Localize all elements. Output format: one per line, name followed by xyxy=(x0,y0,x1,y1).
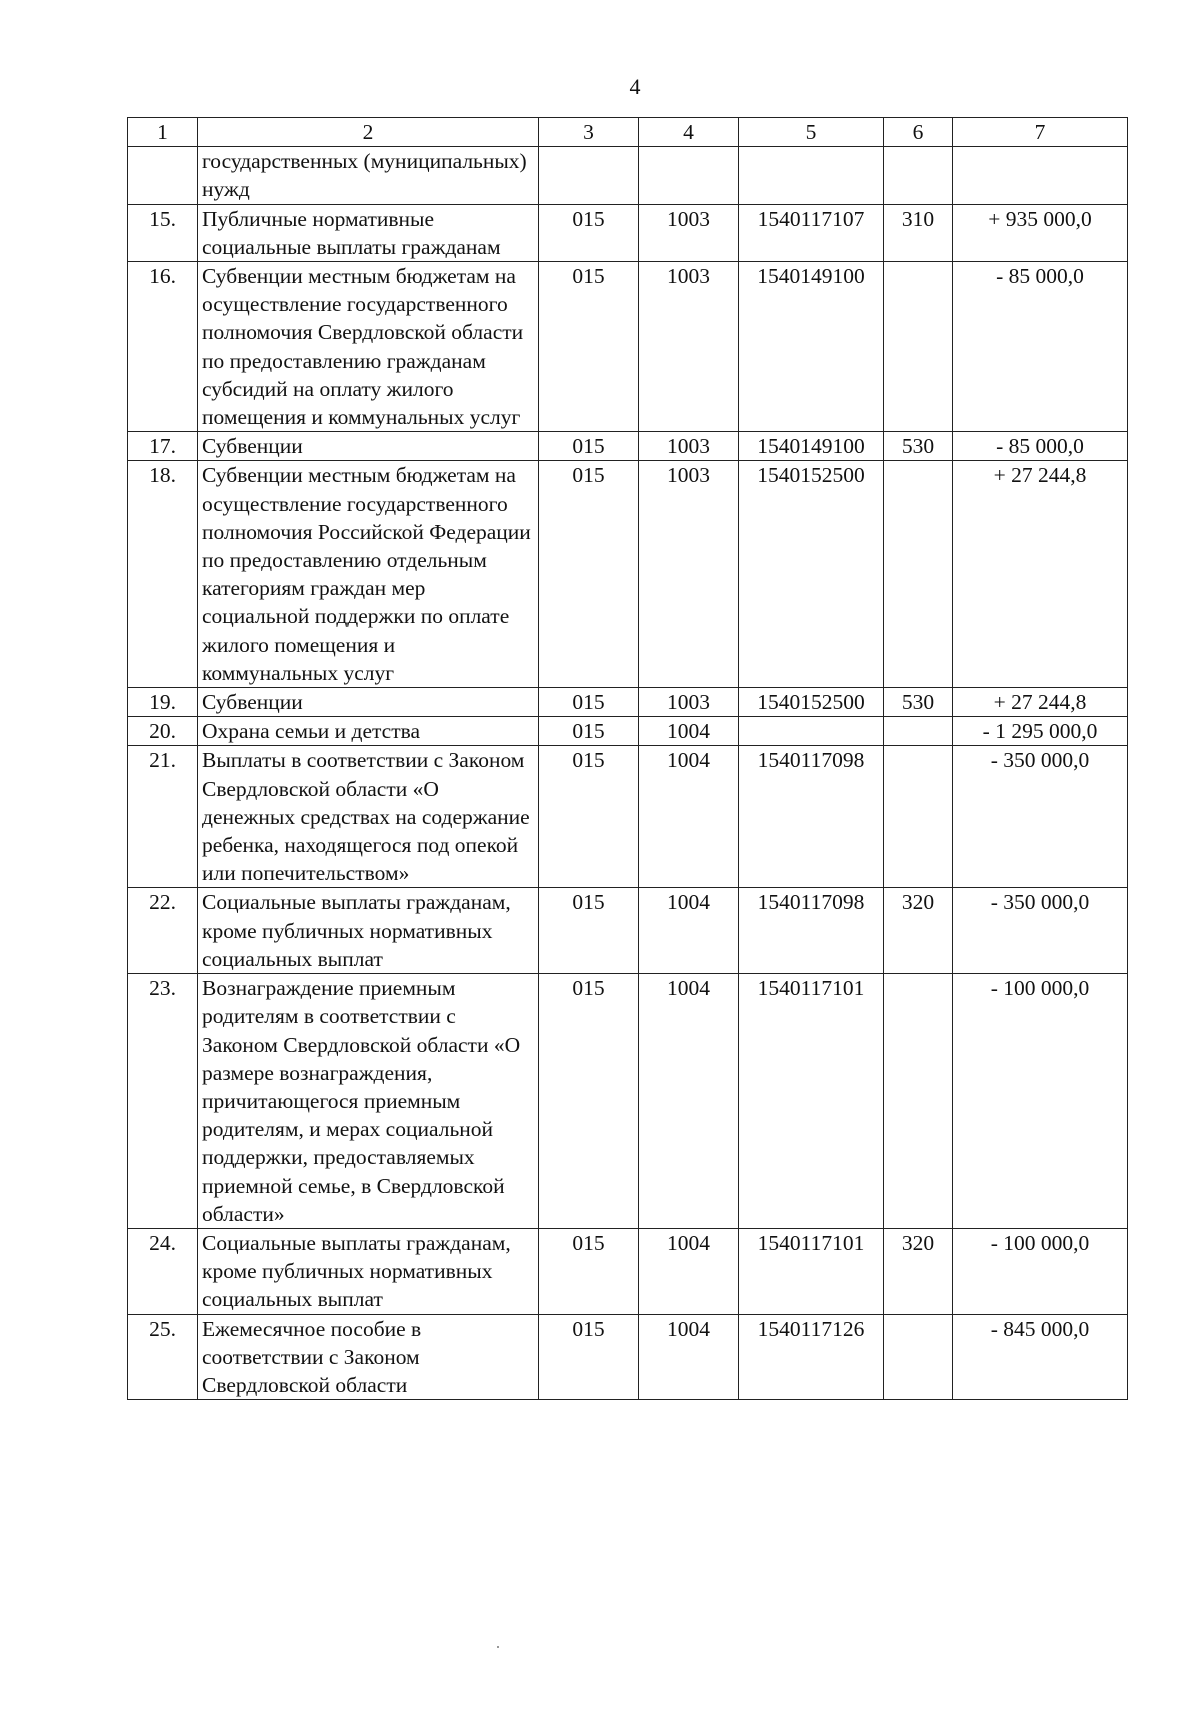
budget-table xyxy=(127,117,1128,1400)
row-number xyxy=(128,147,198,204)
amount-value: - 350 000,0 xyxy=(953,888,1128,974)
page-number: 4 xyxy=(629,74,641,99)
column-4-value: 1003 xyxy=(639,688,739,717)
row-number: 20. xyxy=(128,717,198,746)
amount-value: - 350 000,0 xyxy=(953,746,1128,888)
amount-value: - 85 000,0 xyxy=(953,262,1128,432)
column-4-value: 1004 xyxy=(639,974,739,1229)
column-3-value: 015 xyxy=(539,262,639,432)
column-6-value: 530 xyxy=(884,688,953,717)
table-row xyxy=(128,147,1128,204)
column-6-value: 530 xyxy=(884,432,953,461)
row-name: Субвенции местным бюджетам на осуществление государственного полномочия Свердловской области по предоставлению гражданам субсидий на оплату жилого помещения и коммунальных услуг xyxy=(198,262,539,432)
column-header: 7 xyxy=(953,118,1128,147)
row-name: Вознаграждение приемным родителям в соответствии с Законом Свердловской области «О размере вознаграждения, причитающегося приемным родителям, и мерах социальной поддержки, предоставляемых приемной семье, в Свердловской области» xyxy=(198,974,539,1229)
amount-value: - 100 000,0 xyxy=(953,1228,1128,1314)
amount-value: - 845 000,0 xyxy=(953,1314,1128,1400)
column-5-value: 1540152500 xyxy=(739,688,884,717)
column-6-value xyxy=(884,1314,953,1400)
column-4-value: 1003 xyxy=(639,432,739,461)
scan-speck xyxy=(497,1646,499,1648)
column-5-value: 1540117098 xyxy=(739,888,884,974)
column-4-value: 1004 xyxy=(639,746,739,888)
column-3-value: 015 xyxy=(539,974,639,1229)
amount-value: - 100 000,0 xyxy=(953,974,1128,1229)
row-number: 15. xyxy=(128,204,198,261)
column-header: 1 xyxy=(128,118,198,147)
column-5-value xyxy=(739,147,884,204)
row-number: 18. xyxy=(128,461,198,688)
column-4-value: 1004 xyxy=(639,1228,739,1314)
row-name: Социальные выплаты гражданам, кроме публичных нормативных социальных выплат xyxy=(198,1228,539,1314)
row-number: 22. xyxy=(128,888,198,974)
column-5-value: 1540117098 xyxy=(739,746,884,888)
row-number: 17. xyxy=(128,432,198,461)
row-name: Субвенции xyxy=(198,688,539,717)
column-header: 2 xyxy=(198,118,539,147)
column-5-value: 1540117101 xyxy=(739,974,884,1229)
column-6-value xyxy=(884,461,953,688)
column-3-value: 015 xyxy=(539,717,639,746)
column-4-value xyxy=(639,147,739,204)
table-row xyxy=(128,974,1128,1229)
amount-value: + 27 244,8 xyxy=(953,688,1128,717)
column-3-value: 015 xyxy=(539,688,639,717)
column-4-value: 1004 xyxy=(639,888,739,974)
column-header: 5 xyxy=(739,118,884,147)
amount-value: + 935 000,0 xyxy=(953,204,1128,261)
table-row xyxy=(128,432,1128,461)
table-row xyxy=(128,1314,1128,1400)
row-number: 23. xyxy=(128,974,198,1229)
column-5-value: 1540149100 xyxy=(739,432,884,461)
column-6-value xyxy=(884,717,953,746)
row-name: государственных (муниципальных) нужд xyxy=(198,147,539,204)
row-name: Публичные нормативные социальные выплаты гражданам xyxy=(198,204,539,261)
column-3-value: 015 xyxy=(539,204,639,261)
column-5-value xyxy=(739,717,884,746)
column-3-value: 015 xyxy=(539,1314,639,1400)
column-3-value: 015 xyxy=(539,461,639,688)
column-3-value: 015 xyxy=(539,432,639,461)
amount-value xyxy=(953,147,1128,204)
table-row xyxy=(128,204,1128,261)
row-name: Субвенции местным бюджетам на осуществление государственного полномочия Российской Федерации по предоставлению отдельным категориям граждан мер социальной поддержки по оплате жилого помещения и коммунальных услуг xyxy=(198,461,539,688)
column-5-value: 1540117126 xyxy=(739,1314,884,1400)
column-4-value: 1004 xyxy=(639,1314,739,1400)
table-row xyxy=(128,717,1128,746)
column-3-value: 015 xyxy=(539,1228,639,1314)
column-5-value: 1540117101 xyxy=(739,1228,884,1314)
column-4-value: 1003 xyxy=(639,204,739,261)
column-5-value: 1540152500 xyxy=(739,461,884,688)
column-6-value xyxy=(884,147,953,204)
column-6-value: 320 xyxy=(884,1228,953,1314)
row-name: Субвенции xyxy=(198,432,539,461)
column-3-value: 015 xyxy=(539,746,639,888)
row-number: 21. xyxy=(128,746,198,888)
column-4-value: 1003 xyxy=(639,461,739,688)
row-name: Социальные выплаты гражданам, кроме публичных нормативных социальных выплат xyxy=(198,888,539,974)
table-row xyxy=(128,1228,1128,1314)
column-6-value: 320 xyxy=(884,888,953,974)
table-header-row xyxy=(128,118,1128,147)
row-number: 24. xyxy=(128,1228,198,1314)
amount-value: - 85 000,0 xyxy=(953,432,1128,461)
column-header: 6 xyxy=(884,118,953,147)
table-row xyxy=(128,461,1128,688)
row-number: 19. xyxy=(128,688,198,717)
row-name: Выплаты в соответствии с Законом Свердловской области «О денежных средствах на содержание ребенка, находящегося под опекой или попечительством» xyxy=(198,746,539,888)
column-6-value xyxy=(884,746,953,888)
column-6-value xyxy=(884,974,953,1229)
table-row xyxy=(128,746,1128,888)
table-row xyxy=(128,888,1128,974)
column-6-value xyxy=(884,262,953,432)
column-3-value xyxy=(539,147,639,204)
column-header: 4 xyxy=(639,118,739,147)
amount-value: + 27 244,8 xyxy=(953,461,1128,688)
row-number: 25. xyxy=(128,1314,198,1400)
row-name: Охрана семьи и детства xyxy=(198,717,539,746)
amount-value: - 1 295 000,0 xyxy=(953,717,1128,746)
table-row xyxy=(128,262,1128,432)
column-header: 3 xyxy=(539,118,639,147)
column-5-value: 1540117107 xyxy=(739,204,884,261)
row-number: 16. xyxy=(128,262,198,432)
column-4-value: 1003 xyxy=(639,262,739,432)
column-5-value: 1540149100 xyxy=(739,262,884,432)
table-row xyxy=(128,688,1128,717)
row-name: Ежемесячное пособие в соответствии с Законом Свердловской области xyxy=(198,1314,539,1400)
column-6-value: 310 xyxy=(884,204,953,261)
column-3-value: 015 xyxy=(539,888,639,974)
column-4-value: 1004 xyxy=(639,717,739,746)
